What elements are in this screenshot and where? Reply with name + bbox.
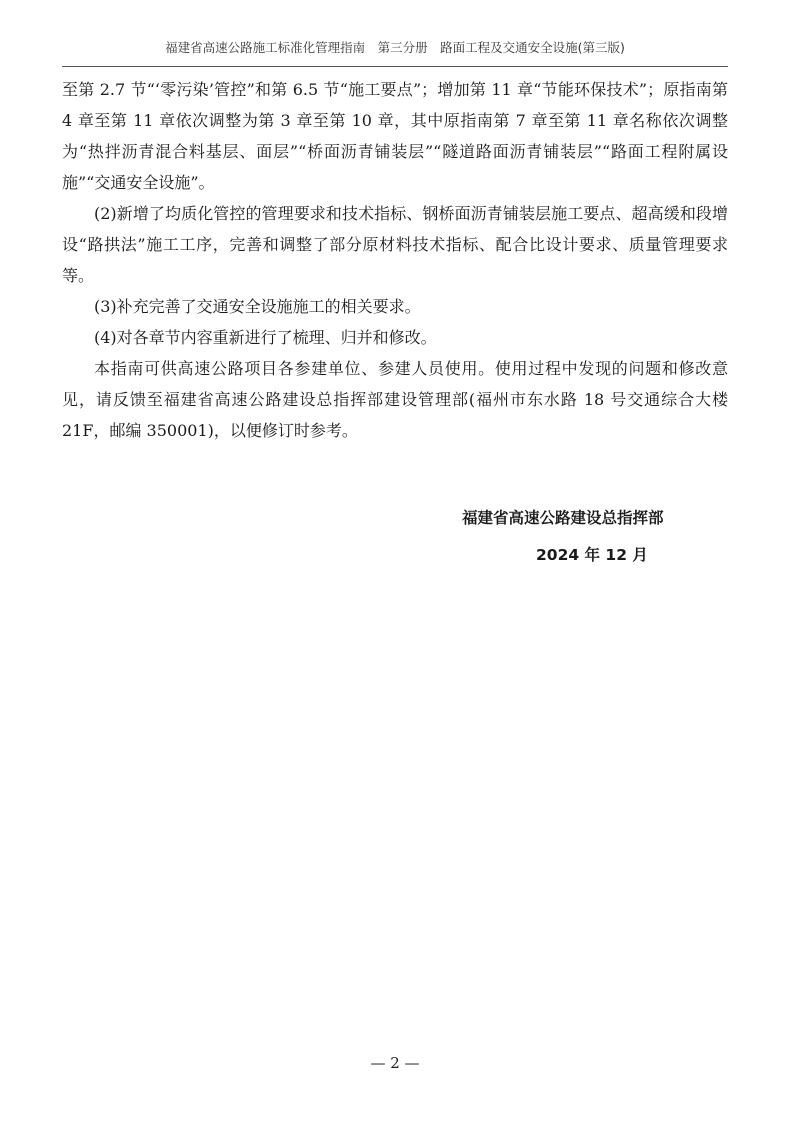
running-header: 福建省高速公路施工标准化管理指南 第三分册 路面工程及交通安全设施(第三版) (165, 40, 625, 55)
paragraph-usage-note: 本指南可供高速公路项目各参建单位、参建人员使用。使用过程中发现的问题和修改意见，请反馈至福建省高速公路建设总指挥部建设管理部(福州市东水路 18 号交通综合大楼 21F，邮编 350001)，以便修订时参考。 (62, 359, 728, 440)
paragraph-item-3: (3)补充完善了交通安全设施施工的相关要求。 (94, 297, 421, 316)
paragraph-item-4: (4)对各章节内容重新进行了梳理、归并和修改。 (94, 328, 437, 347)
signature-date: 2024 年 12 月 (536, 546, 648, 564)
page-number: — 2 — (370, 1054, 420, 1072)
body-text (62, 74, 728, 446)
header-rule (62, 66, 728, 67)
signature-organization: 福建省高速公路建设总指挥部 (462, 509, 664, 527)
paragraph-item-2: (2)新增了均质化管控的管理要求和技术指标、钢桥面沥青铺装层施工要点、超高缓和段增设“路拱法”施工工序，完善和调整了部分原材料技术指标、配合比设计要求、质量管理要求等。 (62, 204, 728, 285)
paragraph-continuation: 至第 2.7 节“‘零污染’管控”和第 6.5 节“施工要点”；增加第 11 章“节能环保技术”；原指南第 4 章至第 11 章依次调整为第 3 章至第 10 章，其中原指南第 7 章至第 11 章名称依次调整为“热拌沥青混合料基层、面层”“桥面沥青铺装层”“隧道路面沥青铺装层”“路面工程附属设施”“交通安全设施”。 (62, 80, 728, 192)
